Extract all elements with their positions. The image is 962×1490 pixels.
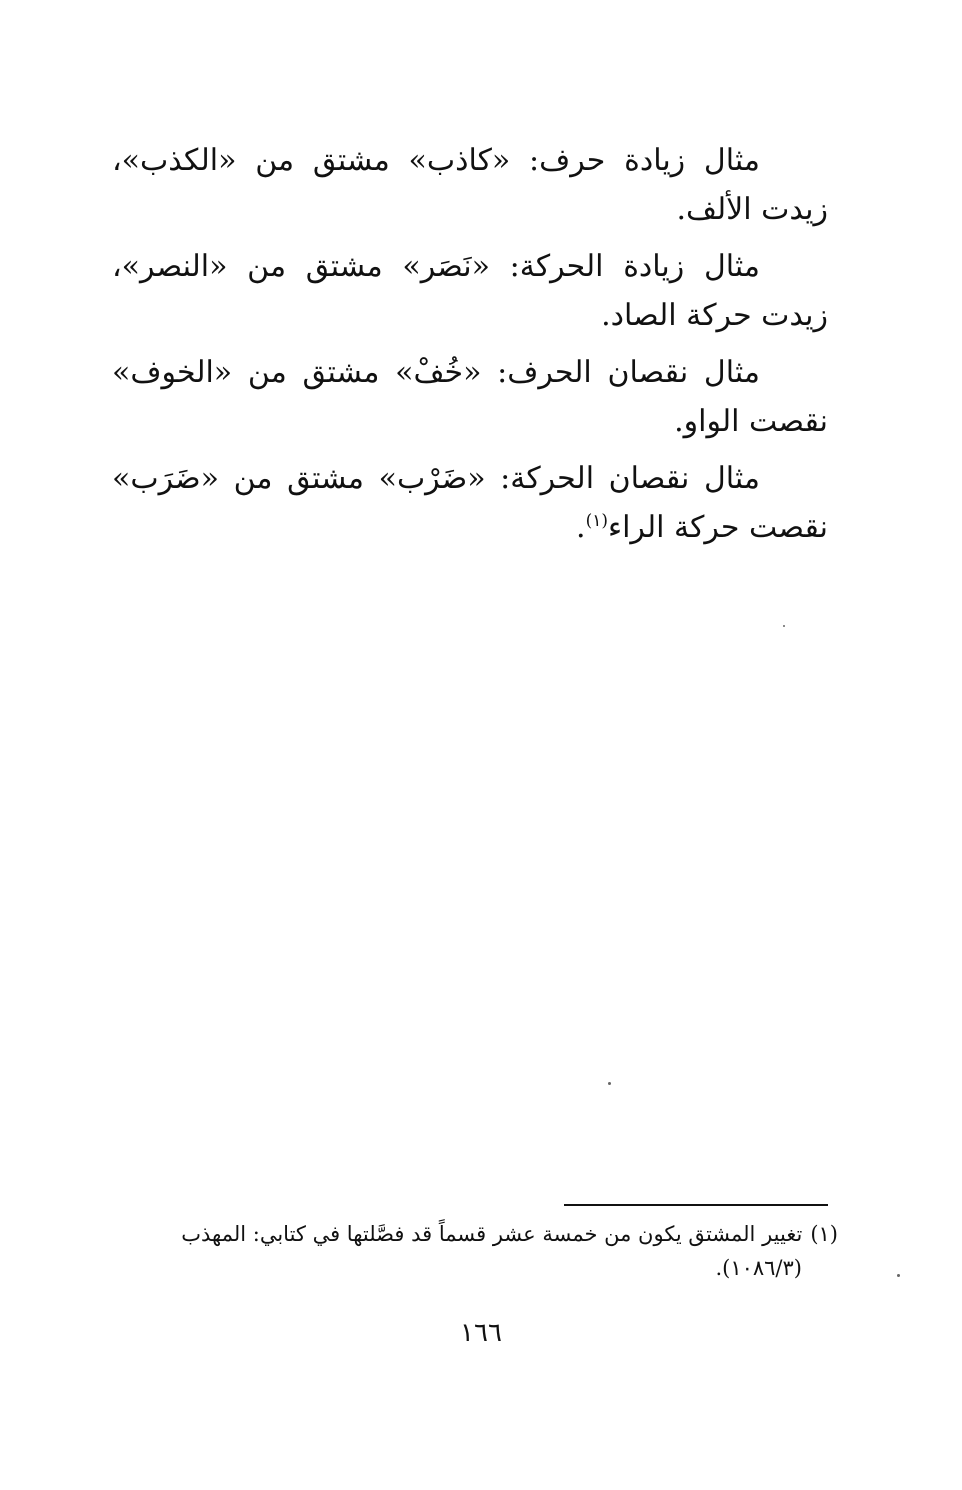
paragraph-1-text: مثال زيادة حرف: «كاذب» مشتق من «الكذب»، زيدت الألف. [112,143,828,227]
footnote-line-2: (١٠٨٦/٣). [715,1256,802,1280]
paragraph-2 [112,242,828,340]
paragraph-4-text: مثال نقصان الحركة: «ضَرْب» مشتق من «ضَرَب» نقصت حركة الراء [112,461,828,545]
footnote-separator [564,1204,828,1206]
scan-speck [608,1082,611,1085]
paragraph-3-text: مثال نقصان الحرف: «خُفْ» مشتق من «الخوف» نقصت الواو. [112,355,828,439]
paragraph-3 [112,348,828,446]
footnote [112,1217,838,1285]
main-text [112,136,828,560]
paragraph-1 [112,136,828,234]
paragraph-2-text: مثال زيادة الحركة: «نَصَر» مشتق من «النصر»، زيدت حركة الصاد. [112,249,828,333]
footnote-reference[interactable]: (١) [585,511,608,531]
paragraph-4-trailing: . [576,510,586,545]
scan-speck [897,1274,900,1277]
page-number: ١٦٦ [460,1318,502,1348]
footnote-line-1: تغيير المشتق يكون من خمسة عشر قسماً قد فصَّلتها في كتابي: المهذب [181,1222,803,1246]
paragraph-4 [112,454,828,552]
scan-speck [783,625,785,627]
footnote-number: (١) [810,1222,838,1246]
